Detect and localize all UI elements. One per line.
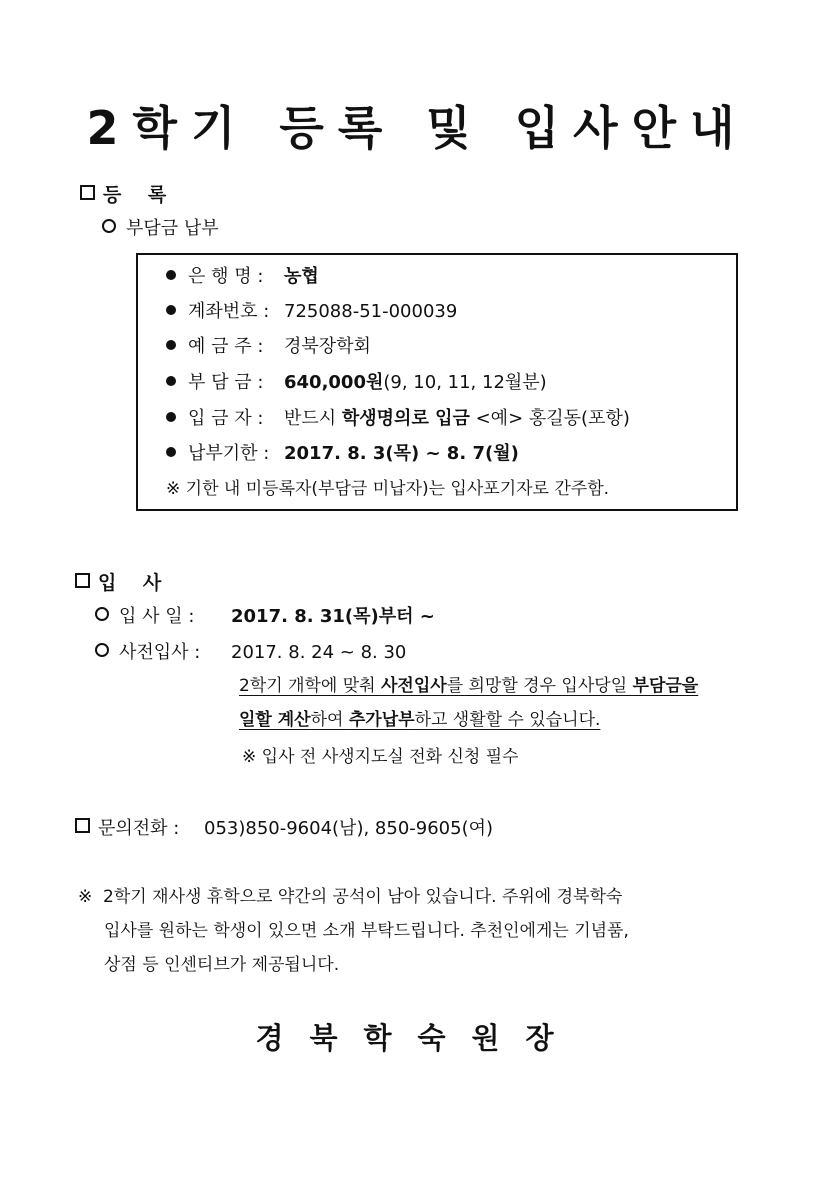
square-bullet-icon: [75, 818, 90, 833]
admission-date-row: 입 사 일 : 2017. 8. 31(목)부터 ~: [95, 602, 435, 628]
bullet-dot-icon: [166, 305, 176, 315]
admission-heading: 입 사: [75, 568, 161, 595]
bullet-dot-icon: [166, 270, 176, 280]
page-title: 2학기 등록 및 입사안내: [86, 101, 749, 155]
contribution-amount-row: 부 담 금 : 640,000원(9, 10, 11, 12월분): [166, 368, 547, 394]
square-bullet-icon: [75, 573, 90, 588]
pre-admission-description: 2학기 개학에 맞춰 사전입사를 희망할 경우 입사당일 부담금을 일할 계산하여 추가납부하고 생활할 수 있습니다.: [239, 676, 699, 730]
bullet-dot-icon: [166, 376, 176, 386]
square-bullet-icon: [80, 185, 95, 200]
circle-bullet-icon: [95, 607, 109, 621]
contribution-payment-heading: 부담금 납부: [102, 214, 219, 240]
bullet-dot-icon: [166, 447, 176, 457]
bullet-dot-icon: [166, 340, 176, 350]
contact-row: 문의전화 : 053)850-9604(남), 850-9605(여): [75, 814, 493, 840]
pre-admission-note: ※ 입사 전 사생지도실 전화 신청 필수: [242, 747, 519, 767]
pre-admission-row: 사전입사 : 2017. 8. 24 ~ 8. 30: [95, 638, 406, 664]
depositor-row: 입 금 자 : 반드시 학생명의로 입금 <예> 홍길동(포항): [166, 404, 630, 430]
issuer-signature: 경북학숙원장: [255, 1021, 580, 1055]
bank-name-row: 은 행 명 : 농협: [166, 262, 319, 288]
account-holder-row: 예 금 주 : 경북장학회: [166, 332, 371, 358]
circle-bullet-icon: [102, 219, 116, 233]
registration-heading: 등 록: [80, 180, 166, 207]
payment-deadline-row: 납부기한 : 2017. 8. 3(목) ~ 8. 7(월): [166, 439, 519, 465]
vacancy-notice: ※ 2학기 재사생 휴학으로 약간의 공석이 남아 있습니다. 주위에 경북학숙 입사를 원하는 학생이 있으면 소개 부탁드립니다. 추천인에게는 기념품, 상점 등 인센티브가 제공됩니다.: [78, 887, 629, 975]
bullet-dot-icon: [166, 412, 176, 422]
account-number-row: 계좌번호 : 725088-51-000039: [166, 297, 457, 323]
circle-bullet-icon: [95, 643, 109, 657]
registration-note: ※ 기한 내 미등록자(부담금 미납자)는 입사포기자로 간주함.: [166, 479, 610, 499]
